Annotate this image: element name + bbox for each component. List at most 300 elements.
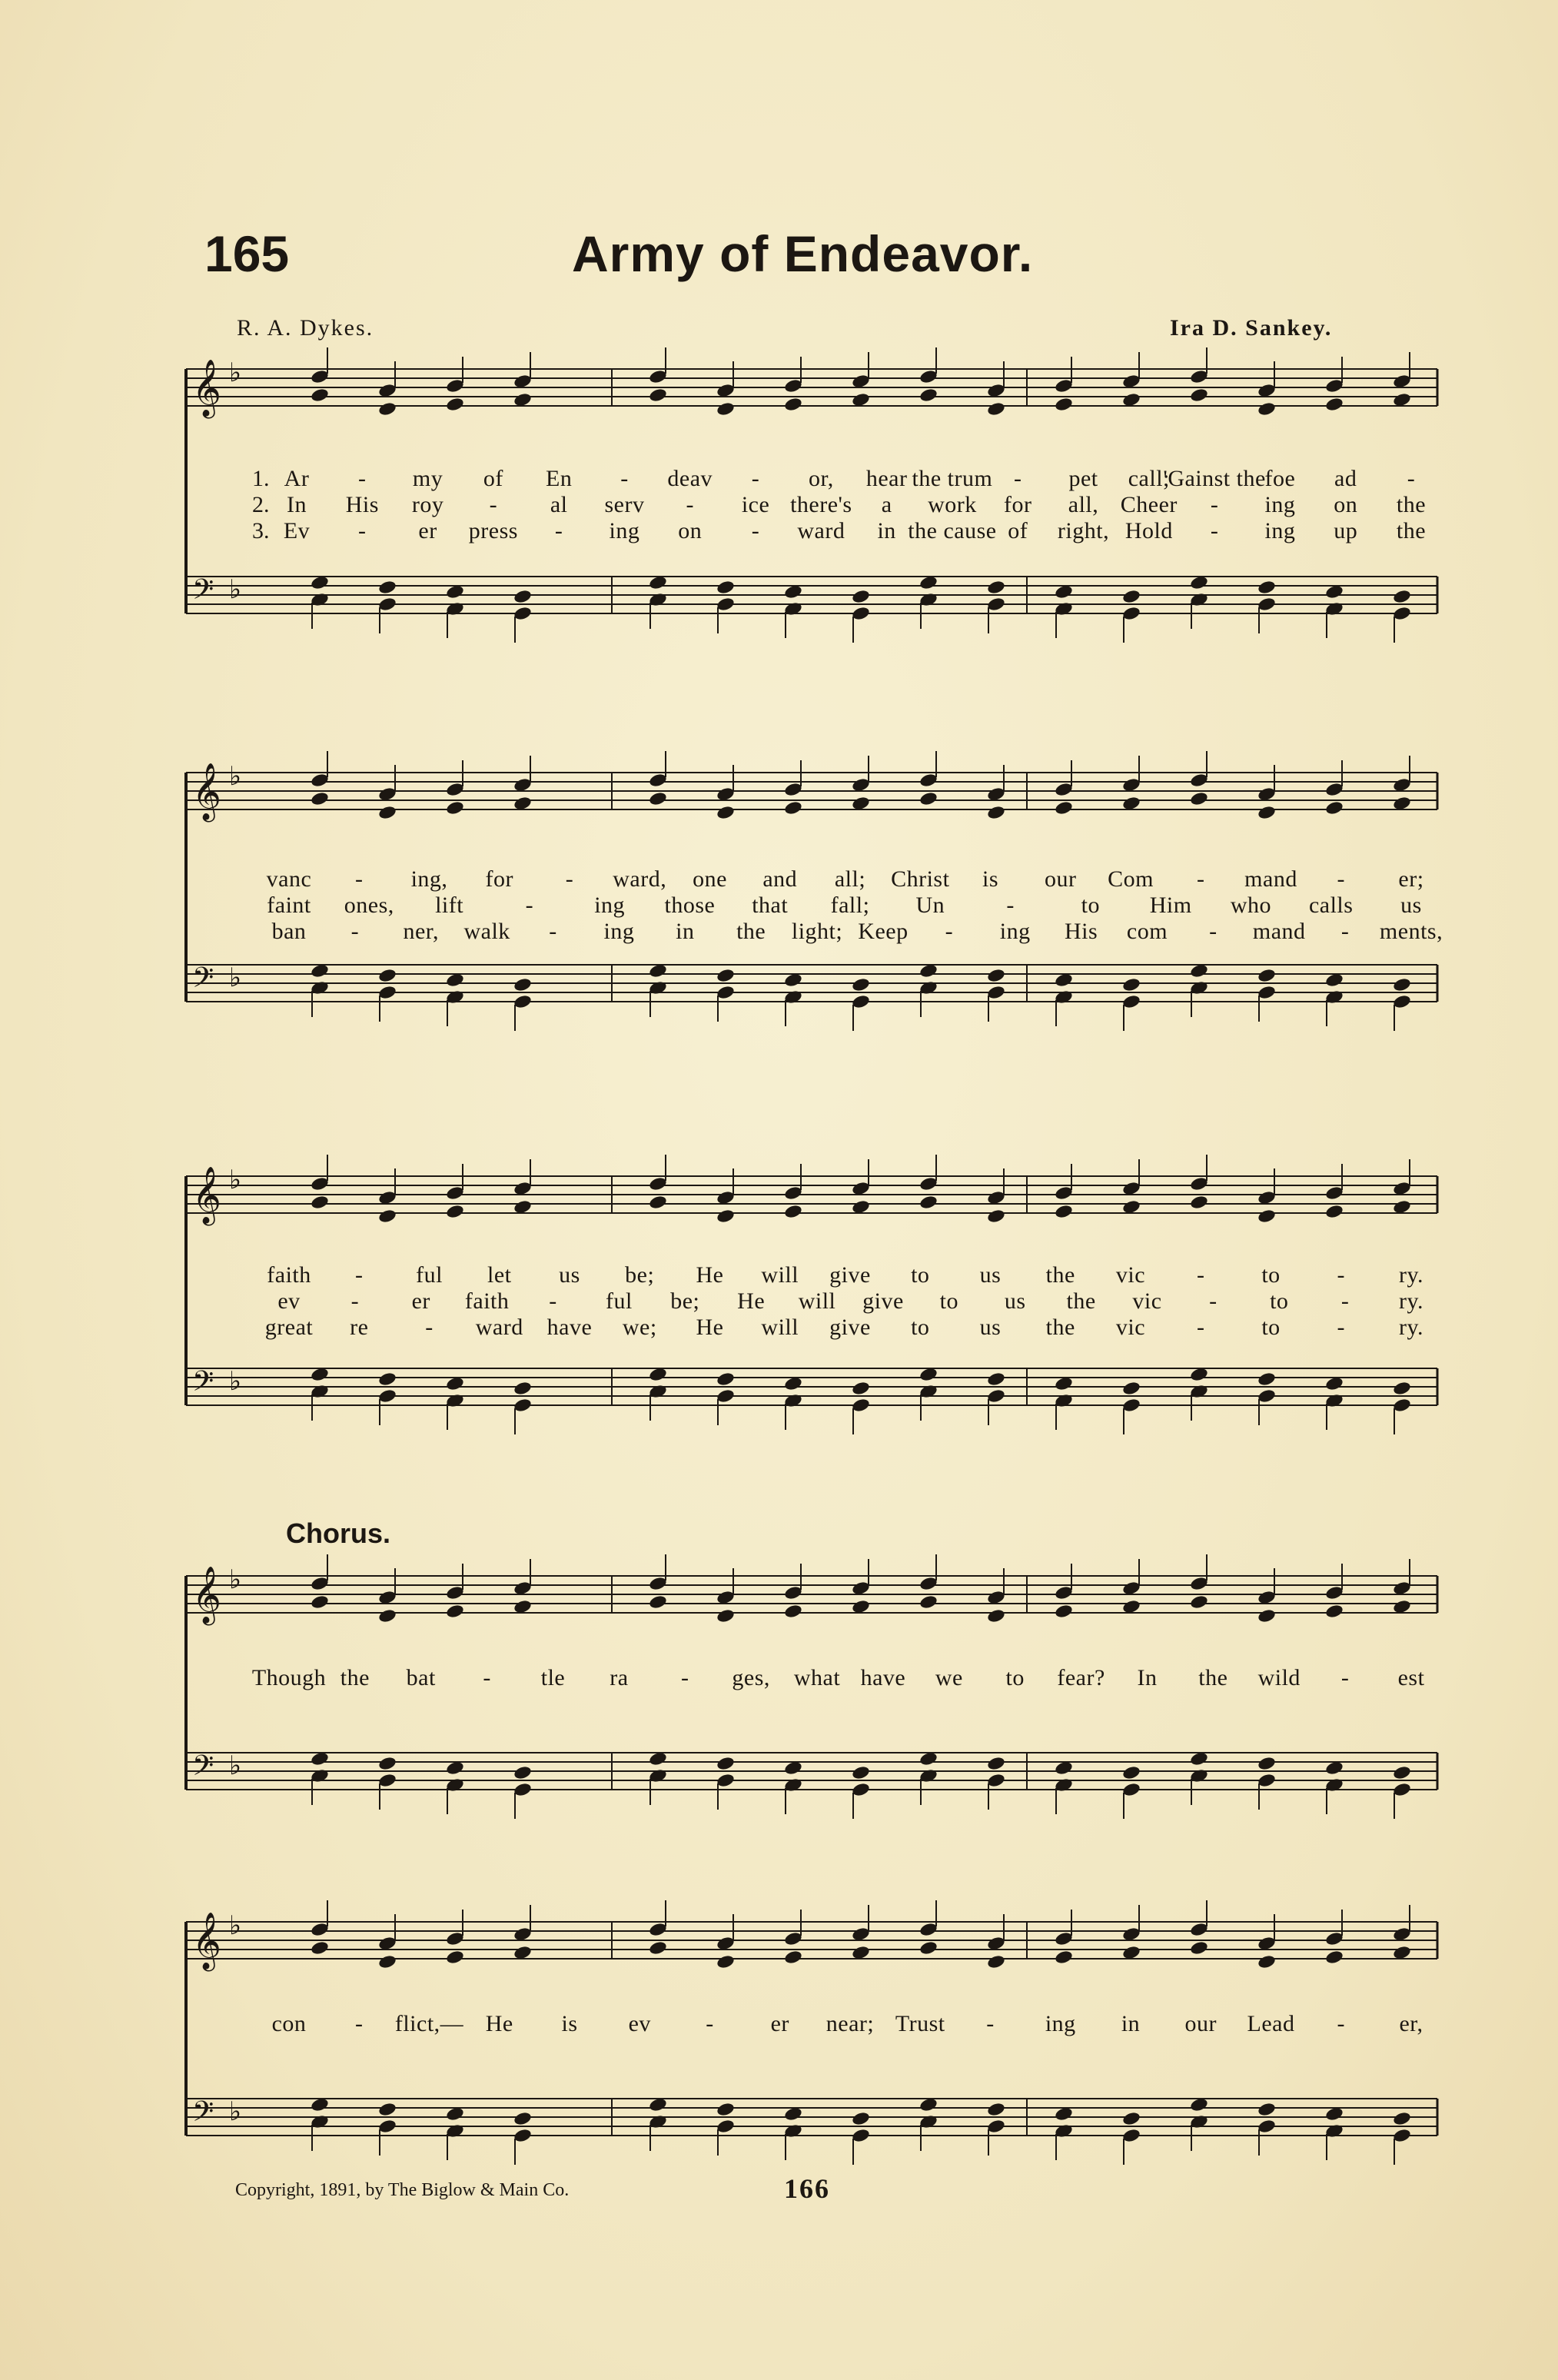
lyric-syllable: re xyxy=(350,1315,369,1340)
lyric-syllable: to xyxy=(1005,1665,1025,1690)
note-head xyxy=(1324,782,1344,798)
lyric-syllable: in xyxy=(676,919,695,944)
lyric-syllable: to xyxy=(911,1262,930,1288)
note-head xyxy=(1121,2128,1141,2144)
treble-clef-icon: 𝄞 xyxy=(192,360,221,417)
lyric-syllable: - xyxy=(986,2011,995,2036)
lyric-syllable: ing xyxy=(603,919,635,944)
note-head xyxy=(1054,1950,1073,1966)
lyric-syllable: Lead xyxy=(1247,2011,1295,2036)
note-head xyxy=(377,985,397,1001)
lyric-syllable: ing xyxy=(1045,2011,1076,2036)
note-head xyxy=(377,2119,397,2135)
lyric-syllable: In xyxy=(287,492,307,517)
note-head xyxy=(445,1204,464,1220)
note-head xyxy=(513,1398,532,1414)
note-head xyxy=(986,1388,1005,1404)
lyric-syllable: vanc xyxy=(266,866,312,892)
note-head xyxy=(1189,369,1208,385)
note-head xyxy=(1121,2111,1141,2127)
note-head xyxy=(919,1768,938,1784)
note-head xyxy=(648,980,667,996)
note-head xyxy=(310,2114,329,2130)
note-head xyxy=(513,1782,532,1798)
note-head xyxy=(851,1398,870,1414)
note-head xyxy=(986,1371,1005,1388)
lyric-syllable: for xyxy=(1003,492,1032,517)
lyric-syllable: - xyxy=(1210,492,1219,517)
lyric-syllable: calls xyxy=(1308,892,1354,918)
note-head xyxy=(1189,1940,1208,1956)
note-head xyxy=(377,597,397,613)
note-head xyxy=(377,1954,397,1970)
lyric-syllable: up xyxy=(1334,518,1358,543)
lyric-syllable: ry. xyxy=(1398,1288,1424,1314)
note-head xyxy=(1392,2128,1411,2144)
lyric-syllable: ing xyxy=(999,919,1031,944)
lyric-syllable: let xyxy=(487,1262,512,1288)
note-head xyxy=(783,397,802,413)
lyric-line-verse-3 xyxy=(181,919,1442,945)
note-head xyxy=(310,387,329,404)
note-head xyxy=(513,994,532,1010)
note-head xyxy=(783,1585,802,1601)
lyric-syllable: deav xyxy=(667,466,713,491)
note-head xyxy=(1121,1381,1141,1397)
note-head xyxy=(1257,401,1276,417)
note-head xyxy=(919,1176,938,1192)
note-head xyxy=(1054,800,1073,816)
lyric-syllable: En xyxy=(546,466,573,491)
lyric-syllable: He xyxy=(737,1288,766,1314)
lyric-syllable: there's xyxy=(790,492,852,517)
lyric-syllable: give xyxy=(829,1315,871,1340)
lyric-syllable: Trust xyxy=(895,2011,945,2036)
note-head xyxy=(1324,1185,1344,1202)
lyric-line-chorus xyxy=(181,2011,1442,2037)
lyric-syllable: - xyxy=(549,1288,557,1314)
note-head xyxy=(1054,378,1073,394)
lyric-syllable: - xyxy=(355,2011,364,2036)
note-head xyxy=(1257,2102,1276,2118)
note-head xyxy=(310,1922,329,1938)
lyric-syllable: to xyxy=(939,1288,958,1314)
note-head xyxy=(1189,1176,1208,1192)
lyric-syllable: - xyxy=(1197,1262,1205,1288)
note-head xyxy=(377,1388,397,1404)
note-head xyxy=(310,1195,329,1211)
treble-clef-icon: 𝄞 xyxy=(192,1567,221,1624)
lyric-syllable: for xyxy=(485,866,513,892)
lyric-syllable: - xyxy=(355,1262,364,1288)
lyric-syllable: to xyxy=(1081,892,1101,918)
note-head xyxy=(648,592,667,608)
lyric-syllable: roy xyxy=(411,492,444,517)
lyric-syllable: the xyxy=(1198,1665,1228,1690)
note-head xyxy=(716,968,735,984)
note-head xyxy=(919,980,938,996)
lyric-syllable: call; xyxy=(1128,466,1170,491)
key-signature-flat-icon: ♭ xyxy=(229,1166,242,1195)
lyric-syllable: He xyxy=(696,1315,724,1340)
note-head xyxy=(919,791,938,807)
note-head xyxy=(783,2123,802,2139)
note-head xyxy=(851,1381,870,1397)
note-head xyxy=(648,791,667,807)
note-head xyxy=(648,1594,667,1610)
key-signature-flat-icon: ♭ xyxy=(229,763,242,791)
note-head xyxy=(1189,387,1208,404)
note-head xyxy=(1257,580,1276,596)
lyric-syllable: - xyxy=(358,466,367,491)
note-head xyxy=(648,1940,667,1956)
note-head xyxy=(1257,1208,1276,1225)
lyric-syllable: press xyxy=(468,518,518,543)
lyric-line-verse-1 xyxy=(181,866,1442,892)
lyric-syllable: ments, xyxy=(1379,919,1443,944)
note-head xyxy=(919,387,938,404)
bass-clef-icon: 𝄢 xyxy=(192,1750,214,1789)
lyric-syllable: - xyxy=(1197,866,1205,892)
lyric-syllable: - xyxy=(681,1665,689,1690)
lyric-line-verse-3 xyxy=(181,1315,1442,1341)
note-head xyxy=(648,1195,667,1211)
lyric-syllable: our xyxy=(1184,2011,1217,2036)
lyric-syllable: flict,— xyxy=(394,2011,464,2036)
note-head xyxy=(1392,977,1411,993)
note-head xyxy=(1257,1773,1276,1789)
lyric-syllable: ing xyxy=(609,518,640,543)
note-head xyxy=(919,1594,938,1610)
lyric-syllable: Ar xyxy=(284,466,310,491)
lyric-syllable: vic xyxy=(1132,1288,1162,1314)
lyric-syllable: Un xyxy=(915,892,945,918)
lyric-syllable: - xyxy=(1209,919,1217,944)
lyric-syllable: and xyxy=(762,866,798,892)
note-head xyxy=(716,1608,735,1624)
note-head xyxy=(1392,1765,1411,1781)
lyric-syllable: ev xyxy=(628,2011,651,2036)
note-head xyxy=(851,2128,870,2144)
note-head xyxy=(919,773,938,789)
note-head xyxy=(1189,592,1208,608)
lyric-syllable: faith xyxy=(267,1262,311,1288)
lyric-syllable: the xyxy=(736,919,766,944)
lyric-syllable: Christ xyxy=(891,866,950,892)
note-head xyxy=(1392,589,1411,605)
note-head xyxy=(377,2102,397,2118)
lyric-syllable: is xyxy=(982,866,999,892)
note-head xyxy=(1054,1204,1073,1220)
note-head xyxy=(1257,597,1276,613)
note-head xyxy=(716,1371,735,1388)
note-head xyxy=(716,2119,735,2135)
lyric-syllable: - xyxy=(620,466,629,491)
lyric-syllable: - xyxy=(1340,1288,1350,1314)
note-head xyxy=(648,387,667,404)
note-head xyxy=(445,1931,464,1947)
note-head xyxy=(851,606,870,622)
lyric-syllable: - xyxy=(1340,919,1350,944)
lyric-syllable: ra xyxy=(610,1665,629,1690)
lyric-line-verse-3 xyxy=(181,518,1442,544)
lyric-syllable: right, xyxy=(1057,518,1110,543)
note-head xyxy=(783,800,802,816)
lyric-syllable: vic xyxy=(1115,1262,1146,1288)
note-head xyxy=(1257,1371,1276,1388)
note-head xyxy=(783,1777,802,1793)
lyric-line-verse-1 xyxy=(181,1262,1442,1288)
lyric-syllable: those xyxy=(664,892,716,918)
lyric-syllable: the xyxy=(1066,1288,1096,1314)
key-signature-flat-icon: ♭ xyxy=(229,1566,242,1594)
lyric-syllable: - xyxy=(358,518,367,543)
lyric-syllable: foe xyxy=(1264,466,1296,491)
lyric-syllable: - xyxy=(945,919,954,944)
key-signature-flat-icon: ♭ xyxy=(229,964,242,992)
lyric-syllable: er, xyxy=(1399,2011,1423,2036)
lyric-syllable: all, xyxy=(1068,492,1099,517)
note-head xyxy=(513,2128,532,2144)
lyric-syllable: us xyxy=(559,1262,580,1288)
lyric-syllable: on xyxy=(678,518,703,543)
bass-clef-icon: 𝄢 xyxy=(192,2096,214,2135)
note-head xyxy=(310,773,329,789)
note-head xyxy=(310,1384,329,1400)
verse-number: 2. xyxy=(252,492,270,517)
note-head xyxy=(716,580,735,596)
lyric-syllable: - xyxy=(350,919,360,944)
lyric-syllable: ing xyxy=(1264,518,1296,543)
note-head xyxy=(1189,1576,1208,1592)
lyric-syllable: Ev xyxy=(283,518,311,543)
lyric-syllable: that xyxy=(752,892,789,918)
lyric-syllable: give xyxy=(829,1262,871,1288)
lyric-syllable: - xyxy=(355,866,364,892)
note-head xyxy=(310,369,329,385)
note-head xyxy=(1392,606,1411,622)
note-head xyxy=(1121,1765,1141,1781)
lyric-syllable: He xyxy=(485,2011,513,2036)
note-head xyxy=(783,782,802,798)
note-head xyxy=(1054,1931,1073,1947)
note-head xyxy=(851,1782,870,1798)
verse-number: 3. xyxy=(252,518,270,543)
note-head xyxy=(851,2111,870,2127)
note-head xyxy=(648,2114,667,2130)
note-head xyxy=(1189,791,1208,807)
lyric-syllable: what xyxy=(793,1665,841,1690)
note-head xyxy=(783,1950,802,1966)
lyric-syllable: ban xyxy=(271,919,307,944)
lyric-syllable: all; xyxy=(834,866,866,892)
note-head xyxy=(716,805,735,821)
note-head xyxy=(1392,2111,1411,2127)
lyric-syllable: lift xyxy=(435,892,464,918)
note-head xyxy=(716,1208,735,1225)
lyric-syllable: of xyxy=(1008,518,1028,543)
note-head xyxy=(445,1393,464,1409)
note-head xyxy=(513,1381,532,1397)
note-head xyxy=(445,601,464,617)
lyric-syllable: - xyxy=(525,892,534,918)
note-head xyxy=(1324,1393,1344,1409)
note-head xyxy=(513,606,532,622)
lyric-syllable: ner, xyxy=(403,919,440,944)
lyric-syllable: - xyxy=(1210,518,1219,543)
lyric-syllable: to xyxy=(911,1315,930,1340)
lyric-syllable: - xyxy=(1337,2011,1345,2036)
staff-notation xyxy=(181,1561,1442,1822)
page-number: 166 xyxy=(784,2173,830,2204)
lyric-syllable: com xyxy=(1126,919,1168,944)
note-head xyxy=(1054,2123,1073,2139)
note-head xyxy=(986,401,1005,417)
key-signature-flat-icon: ♭ xyxy=(229,2098,242,2126)
note-head xyxy=(445,800,464,816)
note-head xyxy=(1324,1204,1344,1220)
lyric-syllable: in xyxy=(877,518,896,543)
note-head xyxy=(445,782,464,798)
note-head xyxy=(1121,1782,1141,1798)
note-head xyxy=(1189,1195,1208,1211)
note-head xyxy=(919,1384,938,1400)
lyric-syllable: serv xyxy=(604,492,645,517)
lyric-syllable: ward xyxy=(797,518,845,543)
note-head xyxy=(513,2111,532,2127)
note-head xyxy=(716,597,735,613)
note-head xyxy=(1054,397,1073,413)
lyric-line-verse-2 xyxy=(181,492,1442,518)
lyric-syllable: on xyxy=(1334,492,1358,517)
lyric-syllable: a xyxy=(881,492,892,517)
note-head xyxy=(1324,397,1344,413)
lyric-syllable: have xyxy=(546,1315,593,1340)
note-head xyxy=(1324,2123,1344,2139)
bass-clef-icon: 𝄢 xyxy=(192,573,214,613)
note-head xyxy=(1257,985,1276,1001)
music-system-1 xyxy=(181,354,1442,661)
note-head xyxy=(1189,773,1208,789)
note-head xyxy=(377,1608,397,1624)
lyric-syllable: to xyxy=(1261,1315,1281,1340)
note-head xyxy=(986,1954,1005,1970)
note-head xyxy=(783,1204,802,1220)
note-head xyxy=(310,1940,329,1956)
note-head xyxy=(783,601,802,617)
lyric-syllable: ing xyxy=(1264,492,1296,517)
lyric-syllable: bat xyxy=(406,1665,436,1690)
lyric-syllable: or, xyxy=(808,466,834,491)
lyric-syllable: one xyxy=(693,866,727,892)
lyric-syllable: fear? xyxy=(1057,1665,1105,1690)
note-head xyxy=(1324,1777,1344,1793)
note-head xyxy=(716,1388,735,1404)
bass-clef-icon: 𝄢 xyxy=(192,962,214,1001)
note-head xyxy=(1121,994,1141,1010)
note-head xyxy=(648,1176,667,1192)
note-head xyxy=(919,1195,938,1211)
note-head xyxy=(1257,805,1276,821)
lyric-syllable: give xyxy=(862,1288,904,1314)
note-head xyxy=(919,2114,938,2130)
lyric-syllable: mand xyxy=(1252,919,1306,944)
lyric-syllable: ones, xyxy=(344,892,394,918)
lyric-syllable: the xyxy=(1396,492,1427,517)
lyric-syllable: the trum xyxy=(912,466,993,491)
lyric-syllable: the xyxy=(340,1665,370,1690)
note-head xyxy=(1392,1782,1411,1798)
lyric-syllable: us xyxy=(1004,1288,1026,1314)
lyric-syllable: ice xyxy=(741,492,770,517)
lyric-syllable: He xyxy=(696,1262,724,1288)
lyric-syllable: tle xyxy=(540,1665,566,1690)
lyric-syllable: - xyxy=(483,1665,491,1690)
note-head xyxy=(1257,1388,1276,1404)
lyric-syllable: His xyxy=(1064,919,1098,944)
lyric-syllable: ev xyxy=(277,1288,301,1314)
lyric-syllable: er xyxy=(770,2011,789,2036)
note-head xyxy=(1189,980,1208,996)
lyric-syllable: the xyxy=(1045,1315,1075,1340)
lyric-syllable: work xyxy=(928,492,977,517)
lyric-line-verse-2 xyxy=(181,1288,1442,1315)
lyric-syllable: His xyxy=(345,492,379,517)
note-head xyxy=(986,580,1005,596)
lyric-syllable: - xyxy=(489,492,498,517)
note-head xyxy=(919,592,938,608)
note-head xyxy=(1121,977,1141,993)
lyric-syllable: wild xyxy=(1257,1665,1301,1690)
lyric-syllable: Him xyxy=(1149,892,1192,918)
lyric-syllable: ry. xyxy=(1398,1262,1424,1288)
note-head xyxy=(919,1576,938,1592)
lyric-syllable: the xyxy=(1396,518,1427,543)
lyric-syllable: will xyxy=(761,1262,799,1288)
lyric-syllable: mand xyxy=(1244,866,1297,892)
note-head xyxy=(1189,1922,1208,1938)
lyric-line-verse-2 xyxy=(181,892,1442,919)
lyric-syllable: - xyxy=(425,1315,434,1340)
lyric-syllable: Though xyxy=(251,1665,327,1690)
note-head xyxy=(1054,989,1073,1006)
note-head xyxy=(310,592,329,608)
lyric-syllable: - xyxy=(350,1288,360,1314)
note-head xyxy=(986,1608,1005,1624)
music-system-2 xyxy=(181,757,1442,1065)
lyric-syllable: Hold xyxy=(1124,518,1173,543)
note-head xyxy=(919,369,938,385)
lyric-syllable: In xyxy=(1137,1665,1158,1690)
key-signature-flat-icon: ♭ xyxy=(229,1912,242,1940)
note-head xyxy=(1054,1185,1073,1202)
note-head xyxy=(716,2102,735,2118)
note-head xyxy=(1121,1398,1141,1414)
lyric-syllable: my xyxy=(412,466,443,491)
note-head xyxy=(1054,601,1073,617)
lyric-syllable: who xyxy=(1230,892,1272,918)
note-head xyxy=(513,1765,532,1781)
note-head xyxy=(377,401,397,417)
lyric-syllable: er xyxy=(418,518,437,543)
note-head xyxy=(1054,1585,1073,1601)
note-head xyxy=(1189,1594,1208,1610)
lyric-syllable: - xyxy=(1337,1262,1345,1288)
note-head xyxy=(648,369,667,385)
lyric-syllable: walk xyxy=(463,919,510,944)
note-head xyxy=(445,397,464,413)
note-head xyxy=(1392,1398,1411,1414)
